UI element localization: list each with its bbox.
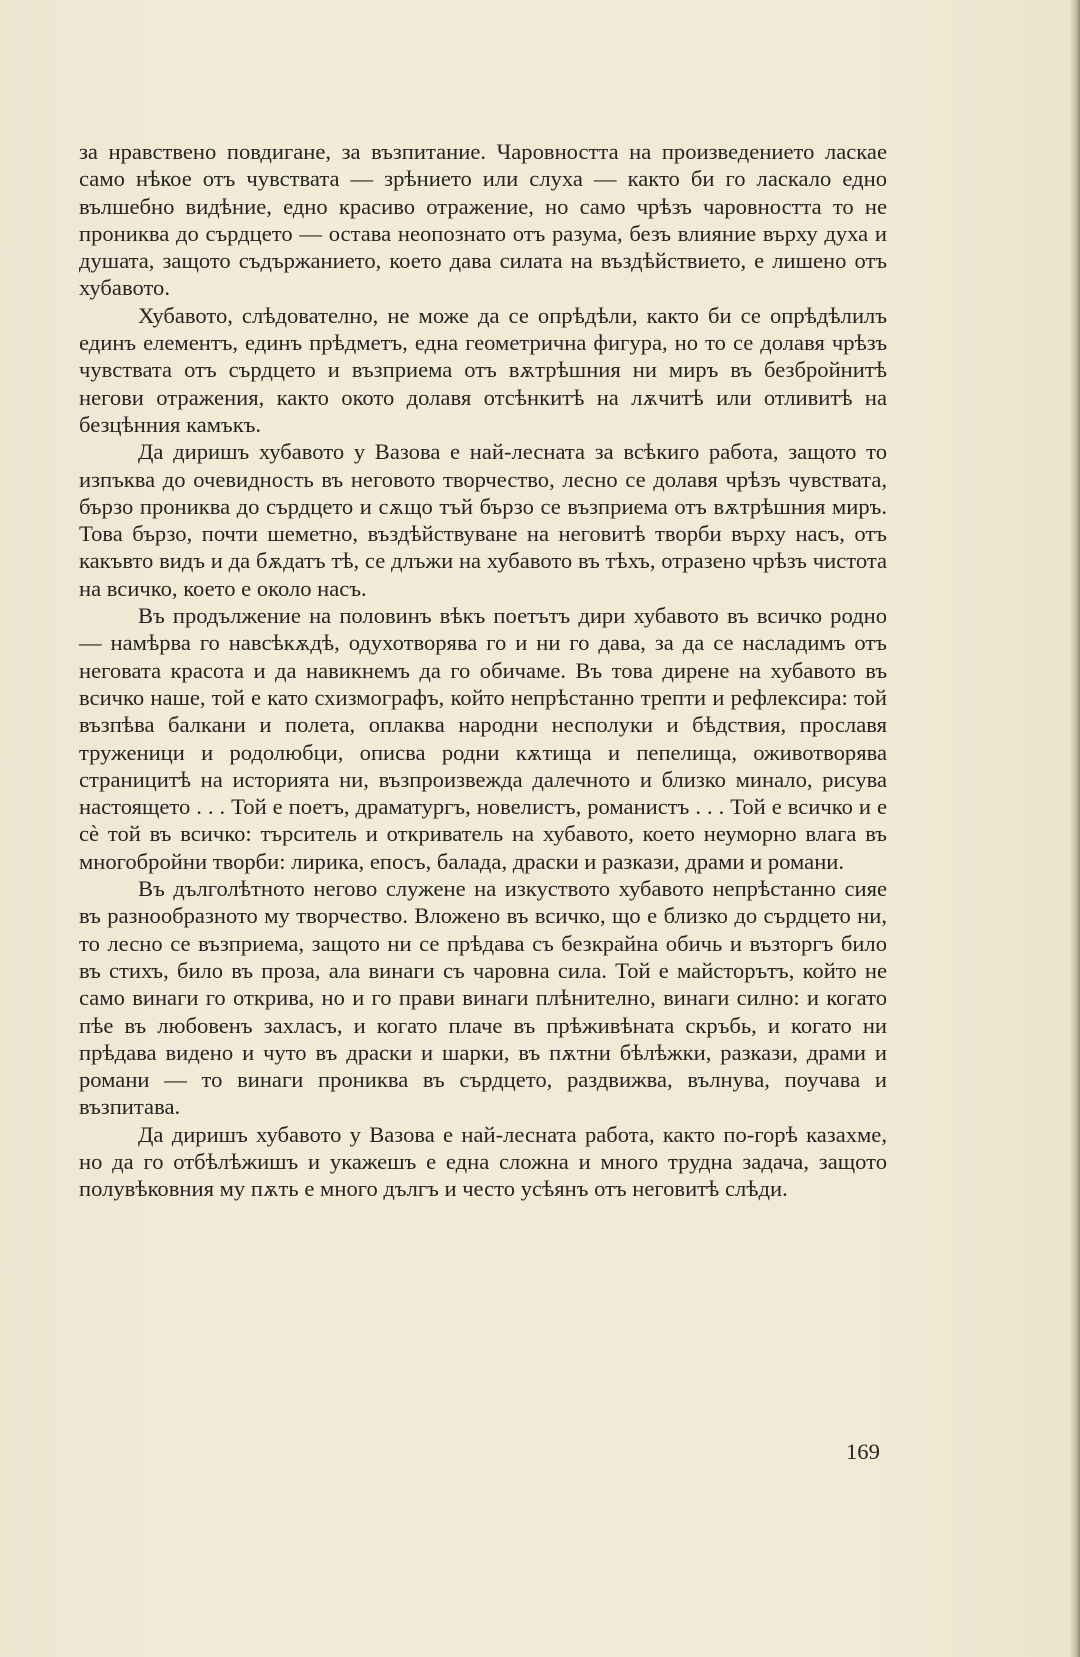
page-number: 169 [846,1439,880,1464]
paragraph-1: за нравствено повдигане, за възпитание. Чаровността на произведението ласкае само нѣкое отъ чувствата — зрѣнието или слуха — както би го ласкало едно вълшебно видѣние, едно красиво отражение, но само чрѣзъ чаровността то не прониква до сърдцето — остава неопознато отъ разума, безъ влияние върху духа и душата, защото съдържанието, което дава силата на въздѣйствието, е лишено отъ хубавото. [79,139,887,301]
page-edge-shadow [1070,0,1080,1657]
paragraph-3: Да диришъ хубавото у Вазова е най-лесната за всѣкиго работа, защото то изпъква до очевидность въ неговото творчество, лесно се долавя чрѣзъ чувствата, бързо прониква до сърдцето и сѫщо тъй бързо се възприема отъ вѫтрѣшния миръ. Това бързо, почти шеметно, въздѣйствуване на неговитѣ творби върху насъ, отъ какъвто видъ и да бѫдатъ тѣ, се длъжи на хубавото въ тѣхъ, отразено чрѣзъ чистота на всичко, което е около насъ. [79,439,887,601]
paragraph-4: Въ продължение на половинъ вѣкъ поетътъ дири хубавото въ всичко родно — намѣрва го навсѣкѫдѣ, одухотворява го и ни го дава, за да се насладимъ отъ неговата красота и да навикнемъ да го обичаме. Въ това дирене на хубавото въ всичко наше, той е като схизмографъ, който непрѣстанно трепти и рефлексира: той възпѣва балкани и полета, оплаква народни несполуки и бѣдствия, прославя труженици и родолюбци, описва родни кѫтища и пепелища, оживотворява страницитѣ на историята ни, възпроизвежда далечното и близко минало, рисува настоящето . . . Той е поетъ, драматургъ, новелистъ, романистъ . . . Той е всичко и е сè той въ всичко: търситель и откриватель на хубавото, което неуморно влага въ многобройни творби: лирика, епосъ, балада, драски и разкази, драми и романи. [79,603,887,874]
body-text [79,138,887,1203]
paragraph-5: Въ дълголѣтното негово служене на изкуството хубавото непрѣстанно сияе въ разнообразното му творчество. Вложено въ всичко, що е близко до сърдцето ни, то лесно се възприема, защото ни се прѣдава съ безкрайна обичь и възторгъ било въ стихъ, било въ проза, ала винаги съ чаровна сила. Той е майсторътъ, който не само винаги го открива, но и го прави винаги плѣнително, винаги силно: и когато пѣе въ любовенъ захласъ, и когато плаче въ прѣживѣната скръбь, и когато ни прѣдава видено и чуто въ драски и шарки, въ пѫтни бѣлѣжки, разкази, драми и романи — то винаги прониква въ сърдцето, раздвижва, вълнува, поучава и възпитава. [79,876,887,1120]
paragraph-2: Хубавото, слѣдователно, не може да се опрѣдѣли, както би се опрѣдѣлилъ единъ елементъ, единъ прѣдметъ, една геометрична фигура, но то се долавя чрѣзъ чувствата отъ сърдцето и възприема отъ вѫтрѣшния ни миръ въ безбройнитѣ негови отражения, както окото долавя отсѣнкитѣ на лѫчитѣ или отливитѣ на безцѣнния камъкъ. [79,302,887,437]
paragraph-6: Да диришъ хубавото у Вазова е най-лесната работа, както по-горѣ казахме, но да го отбѣлѣжишъ и укажешъ е една сложна и много трудна задача, защото полувѣковния му пѫть е много дългъ и често усѣянъ отъ неговитѣ слѣди. [79,1121,887,1202]
